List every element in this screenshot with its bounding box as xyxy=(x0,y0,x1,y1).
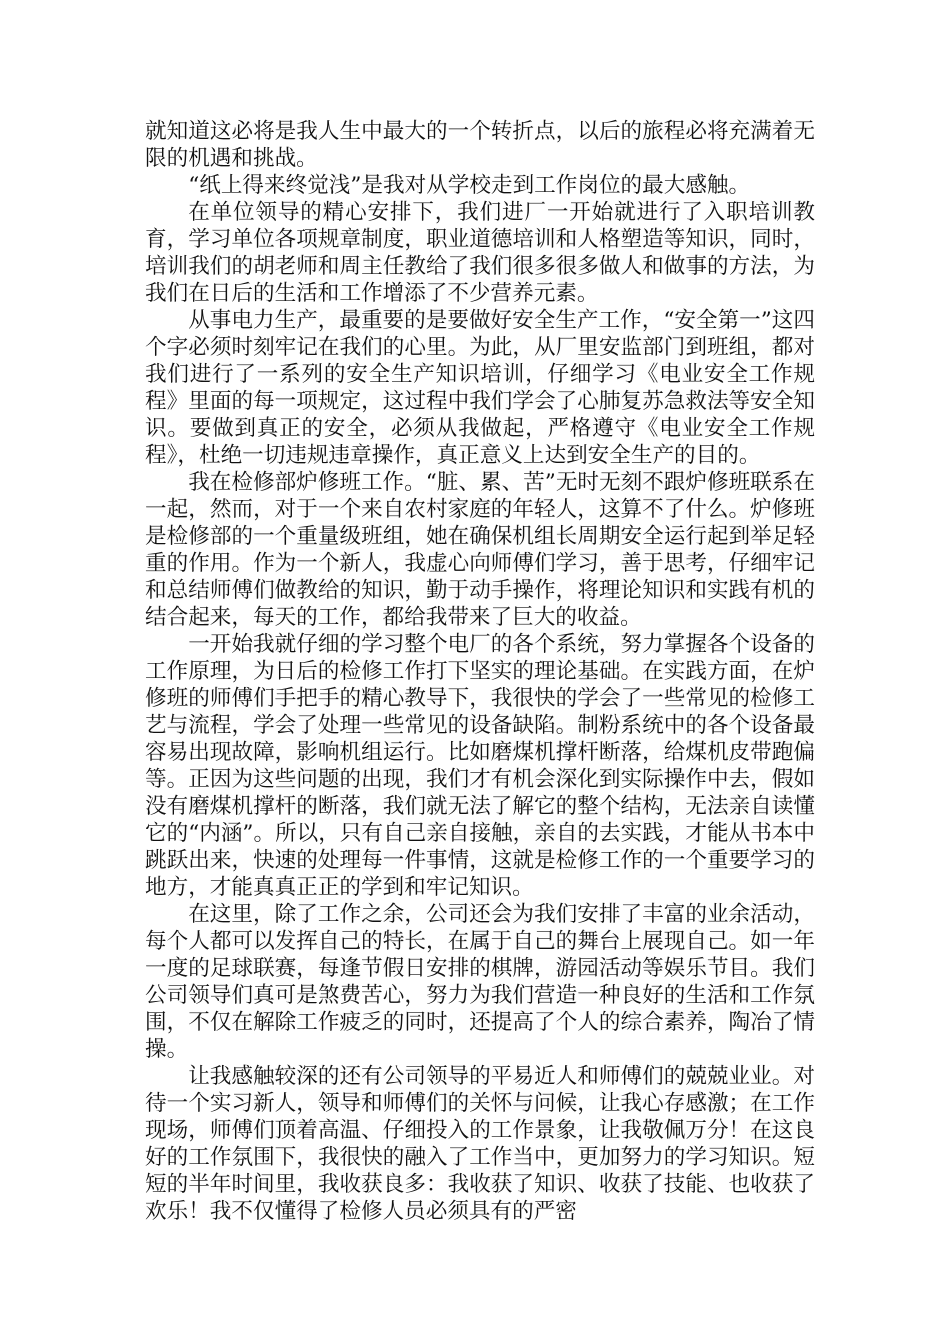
paragraph-4: 从事电力生产，最重要的是要做好安全生产工作，“安全第一”这四个字必须时刻牢记在我们的心里。为此，从厂里安监部门到班组，都对我们进行了一系列的安全生产知识培训，仔细学习《电业安全工作规程》里面的每一项规定，这过程中我们学会了心肺复苏急救法等安全知识。要做到真正的安全，必须从我做起，严格遵守《电业安全工作规程》，杜绝一切违规违章操作，真正意义上达到安全生产的目的。 xyxy=(145,308,815,468)
document-body xyxy=(145,118,815,1225)
paragraph-1: 就知道这必将是我人生中最大的一个转折点，以后的旅程必将充满着无限的机遇和挑战。 xyxy=(145,119,815,171)
paragraph-8: 让我感触较深的还有公司领导的平易近人和师傅们的兢兢业业。对待一个实习新人，领导和师傅们的关怀与问候，让我心存感激；在工作现场，师傅们顶着高温、仔细投入的工作景象，让我敬佩万分！在这良好的工作氛围下，我很快的融入了工作当中，更加努力的学习知识。短短的半年时间里，我收获良多：我收获了知识、收获了技能、也收获了欢乐！我不仅懂得了检修人员必须具有的严密 xyxy=(145,1064,815,1224)
paragraph-2: “纸上得来终觉浅”是我对从学校走到工作岗位的最大感触。 xyxy=(188,173,751,198)
paragraph-3: 在单位领导的精心安排下，我们进厂一开始就进行了入职培训教育，学习单位各项规章制度，职业道德培训和人格塑造等知识，同时，培训我们的胡老师和周主任教给了我们很多很多做人和做事的方法，为我们在日后的生活和工作增添了不少营养元素。 xyxy=(145,200,815,306)
paragraph-7: 在这里，除了工作之余，公司还会为我们安排了丰富的业余活动，每个人都可以发挥自己的特长，在属于自己的舞台上展现自己。如一年一度的足球联赛，每逢节假日安排的棋牌，游园活动等娱乐节目。我们公司领导们真可是煞费苦心，努力为我们营造一种良好的生活和工作氛围，不仅在解除工作疲乏的同时，还提高了个人的综合素养，陶冶了情操。 xyxy=(145,902,815,1062)
paragraph-5: 我在检修部炉修班工作。“脏、累、苦”无时无刻不跟炉修班联系在一起，然而，对于一个来自农村家庭的年轻人，这算不了什么。炉修班是检修部的一个重量级班组，她在确保机组长周期安全运行起到举足轻重的作用。作为一个新人，我虚心向师傅们学习，善于思考，仔细牢记和总结师傅们做教给的知识，勤于动手操作，将理论知识和实践有机的结合起来，每天的工作，都给我带来了巨大的收益。 xyxy=(145,470,815,630)
paragraph-6: 一开始我就仔细的学习整个电厂的各个系统，努力掌握各个设备的工作原理，为日后的检修工作打下坚实的理论基础。在实践方面，在炉修班的师傅们手把手的精心教导下，我很快的学会了一些常见的检修工艺与流程，学会了处理一些常见的设备缺陷。制粉系统中的各个设备最容易出现故障，影响机组运行。比如磨煤机撑杆断落，给煤机皮带跑偏等。正因为这些问题的出现，我们才有机会深化到实际操作中去，假如没有磨煤机撑杆的断落，我们就无法了解它的整个结构，无法亲自读懂它的“内涵”。所以，只有自己亲自接触，亲自的去实践，才能从书本中跳跃出来，快速的处理每一件事情，这就是检修工作的一个重要学习的地方，才能真真正正的学到和牢记知识。 xyxy=(145,632,815,900)
